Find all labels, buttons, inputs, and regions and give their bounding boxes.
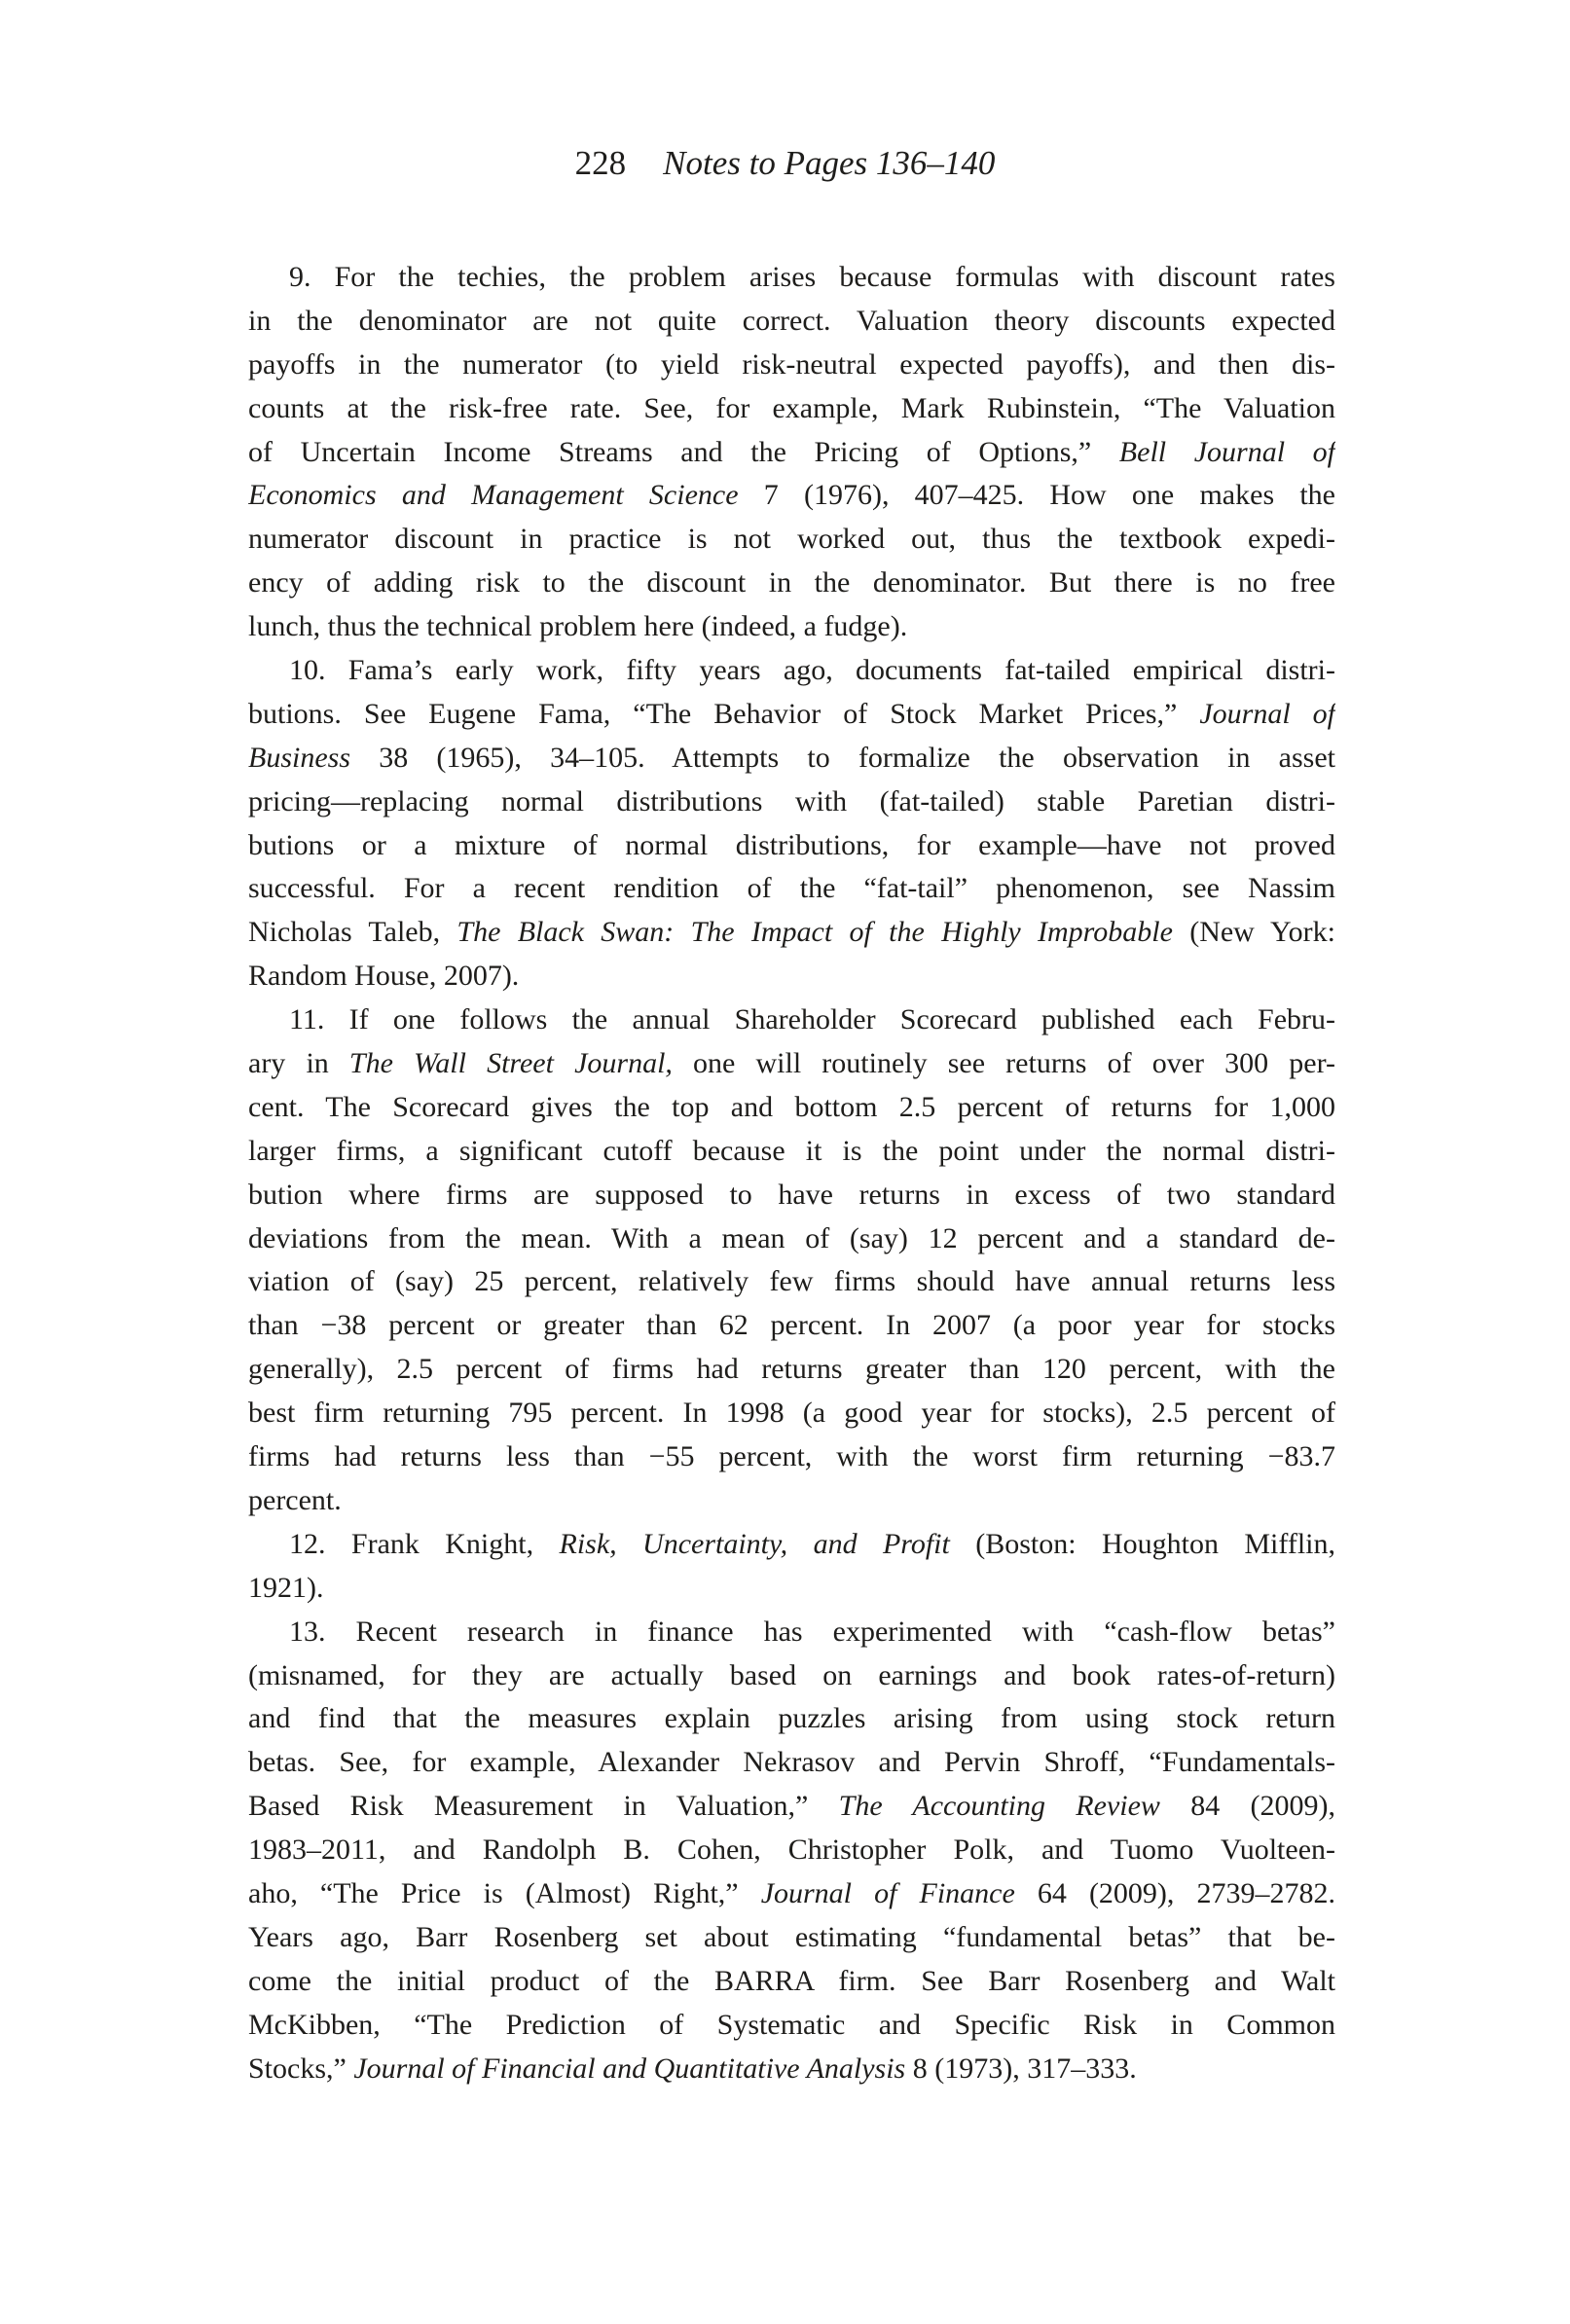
text-line: bution where firms are supposed to have returns in excess of two standard	[248, 1178, 1335, 1211]
text-line: 1921).	[248, 1571, 324, 1604]
text-line: counts at the risk-free rate. See, for example, Mark Rubinstein, “The Valuation	[248, 391, 1335, 424]
text-line: (misnamed, for they are actually based on earnings and book rates-of-return)	[248, 1658, 1335, 1691]
text-line: Years ago, Barr Rosenberg set about estimating “fundamental betas” that be-	[248, 1920, 1335, 1953]
note-12	[248, 1523, 1335, 1611]
text-line: lunch, thus the technical problem here (indeed, a fudge).	[248, 610, 908, 643]
running-head	[0, 143, 1570, 184]
text-line: numerator discount in practice is not worked out, thus the textbook expedi-	[248, 523, 1335, 556]
text-line: viation of (say) 25 percent, relatively few firms should have annual returns less	[248, 1265, 1335, 1298]
text-line: generally), 2.5 percent of firms had returns greater than 120 percent, with the	[248, 1353, 1335, 1386]
text-line: ency of adding risk to the discount in the denominator. But there is no free	[248, 566, 1335, 599]
text-line: and find that the measures explain puzzles arising from using stock return	[248, 1702, 1335, 1735]
note-13	[248, 1611, 1335, 2091]
text-line: successful. For a recent rendition of the “fat-tail” phenomenon, see Nassim	[248, 872, 1335, 905]
text-line: 9. For the techies, the problem arises because formulas with discount rates	[289, 261, 1335, 293]
text-line: 10. Fama’s early work, fifty years ago, documents fat-tailed empirical distri-	[289, 654, 1335, 687]
text-line: than −38 percent or greater than 62 percent. In 2007 (a poor year for stocks	[248, 1309, 1335, 1342]
text-line: Stocks,” Journal of Financial and Quantitative Analysis 8 (1973), 317–333.	[248, 2052, 1137, 2085]
note-9	[248, 256, 1335, 649]
text-line: Nicholas Taleb, The Black Swan: The Impact of the Highly Improbable (New York:	[248, 916, 1335, 949]
text-line: McKibben, “The Prediction of Systematic and Specific Risk in Common	[248, 2008, 1335, 2041]
text-line: firms had returns less than −55 percent, with the worst firm returning −83.7	[248, 1440, 1335, 1473]
text-line: 13. Recent research in finance has experimented with “cash-flow betas”	[289, 1615, 1335, 1648]
running-head-title: Notes to Pages 136–140	[663, 144, 996, 182]
text-line: butions or a mixture of normal distributions, for example—have not proved	[248, 828, 1335, 861]
text-line: Random House, 2007).	[248, 960, 520, 993]
text-line: 1983–2011, and Randolph B. Cohen, Christopher Polk, and Tuomo Vuolteen-	[248, 1834, 1335, 1867]
text-line: payoffs in the numerator (to yield risk-neutral expected payoffs), and then dis-	[248, 347, 1335, 381]
text-line: Business 38 (1965), 34–105. Attempts to formalize the observation in asset	[248, 741, 1335, 774]
page-number: 228	[574, 144, 627, 182]
text-line: cent. The Scorecard gives the top and bottom 2.5 percent of returns for 1,000	[248, 1090, 1335, 1123]
text-line: Based Risk Measurement in Valuation,” The Accounting Review 84 (2009),	[248, 1790, 1335, 1823]
text-line: in the denominator are not quite correct. Valuation theory discounts expected	[248, 304, 1335, 337]
text-line: percent.	[248, 1483, 342, 1516]
text-line: betas. See, for example, Alexander Nekrasov and Pervin Shroff, “Fundamentals-	[248, 1746, 1335, 1779]
text-line: come the initial product of the BARRA firm. See Barr Rosenberg and Walt	[248, 1964, 1335, 1997]
text-line: butions. See Eugene Fama, “The Behavior of Stock Market Prices,” Journal of	[248, 697, 1335, 730]
notes-block	[248, 256, 1335, 2090]
text-line: aho, “The Price is (Almost) Right,” Journal of Finance 64 (2009), 2739–2782.	[248, 1876, 1335, 1909]
text-line: Economics and Management Science 7 (1976), 407–425. How one makes the	[248, 479, 1335, 512]
text-line: 12. Frank Knight, Risk, Uncertainty, and Profit (Boston: Houghton Mifflin,	[289, 1527, 1335, 1560]
text-line: deviations from the mean. With a mean of (say) 12 percent and a standard de-	[248, 1221, 1335, 1254]
text-line: ary in The Wall Street Journal, one will routinely see returns of over 300 per-	[248, 1047, 1335, 1080]
note-11	[248, 999, 1335, 1523]
text-line: of Uncertain Income Streams and the Pricing of Options,” Bell Journal of	[248, 435, 1335, 468]
text-line: best firm returning 795 percent. In 1998 (a good year for stocks), 2.5 percent of	[248, 1397, 1335, 1430]
text-line: larger firms, a significant cutoff because it is the point under the normal distri-	[248, 1134, 1335, 1167]
text-line: 11. If one follows the annual Shareholder Scorecard published each Febru-	[289, 1003, 1335, 1036]
note-10	[248, 649, 1335, 999]
text-line: pricing—replacing normal distributions with (fat-tailed) stable Paretian distri-	[248, 784, 1335, 817]
